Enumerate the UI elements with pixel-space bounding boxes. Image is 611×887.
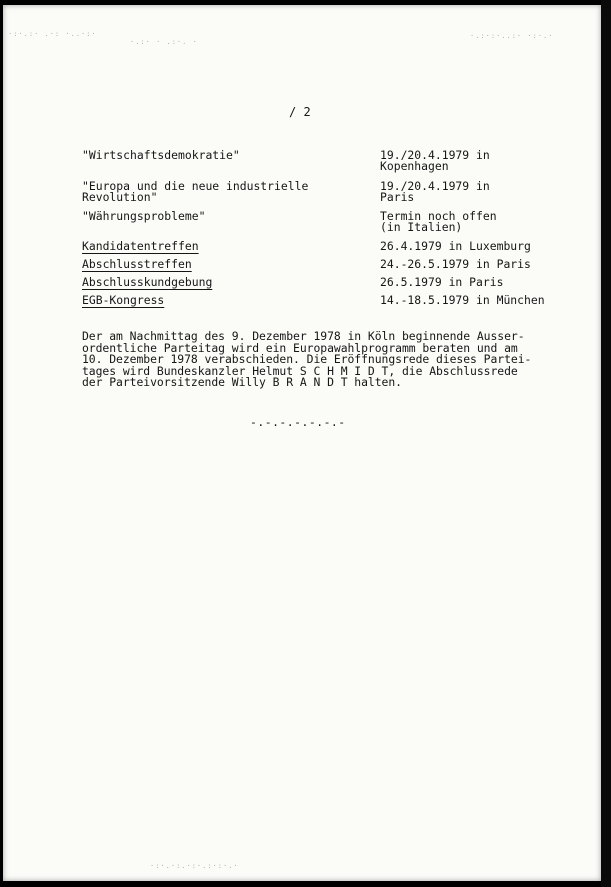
schedule-label: Kandidatentreffen	[82, 239, 199, 253]
schedule-detail: 19./20.4.1979 in Kopenhagen	[380, 148, 490, 173]
paragraph-line: 10. Dezember 1978 verabschieden. Die Eröffnungsrede dieses Partei-	[82, 352, 532, 366]
page-number: / 2	[289, 105, 311, 119]
schedule-label: Abschlusstreffen	[82, 257, 192, 271]
scan-noise-bottom: ·:·.·:.·:·.:·:·.·	[150, 862, 239, 870]
paragraph-line: ordentliche Parteitag wird ein Europawahlprogramm beraten und am	[82, 340, 518, 355]
schedule-label: "Europa und die neue industrielle Revolution"	[82, 179, 309, 204]
schedule-label: Abschlusskundgebung	[82, 275, 213, 289]
scan-noise-top-right: ·.:·:·..:· ·:·.·	[470, 32, 554, 40]
schedule-label: "Währungsprobleme"	[82, 209, 206, 223]
paragraph-line: der Parteivorsitzende Willy B R A N D T halten.	[82, 375, 402, 389]
schedule-label: "Wirtschaftsdemokratie"	[82, 148, 240, 162]
schedule-detail: 14.-18.5.1979 in München	[380, 293, 545, 307]
scan-noise-top-left: ·:·.:· .·: ·..·:·	[8, 30, 97, 38]
body-paragraph	[82, 331, 582, 389]
schedule-detail: 26.4.1979 in Luxemburg	[380, 239, 531, 253]
schedule-detail: 19./20.4.1979 in Paris	[380, 179, 490, 204]
scan-noise-top-center: ·.:· · .:·. ·	[130, 38, 198, 46]
schedule-detail: 26.5.1979 in Paris	[380, 275, 504, 289]
schedule-detail: 24.-26.5.1979 in Paris	[380, 257, 531, 271]
schedule-detail: Termin noch offen (in Italien)	[380, 209, 497, 234]
closing-mark: -.-.-.-.-.-.-	[250, 415, 346, 429]
schedule-label: EGB-Kongress	[82, 293, 165, 307]
paragraph-line: tages wird Bundeskanzler Helmut S C H M I D T, die Abschlussrede	[82, 363, 518, 378]
paragraph-line: Der am Nachmittag des 9. Dezember 1978 in Köln beginnende Ausser-	[82, 329, 525, 343]
